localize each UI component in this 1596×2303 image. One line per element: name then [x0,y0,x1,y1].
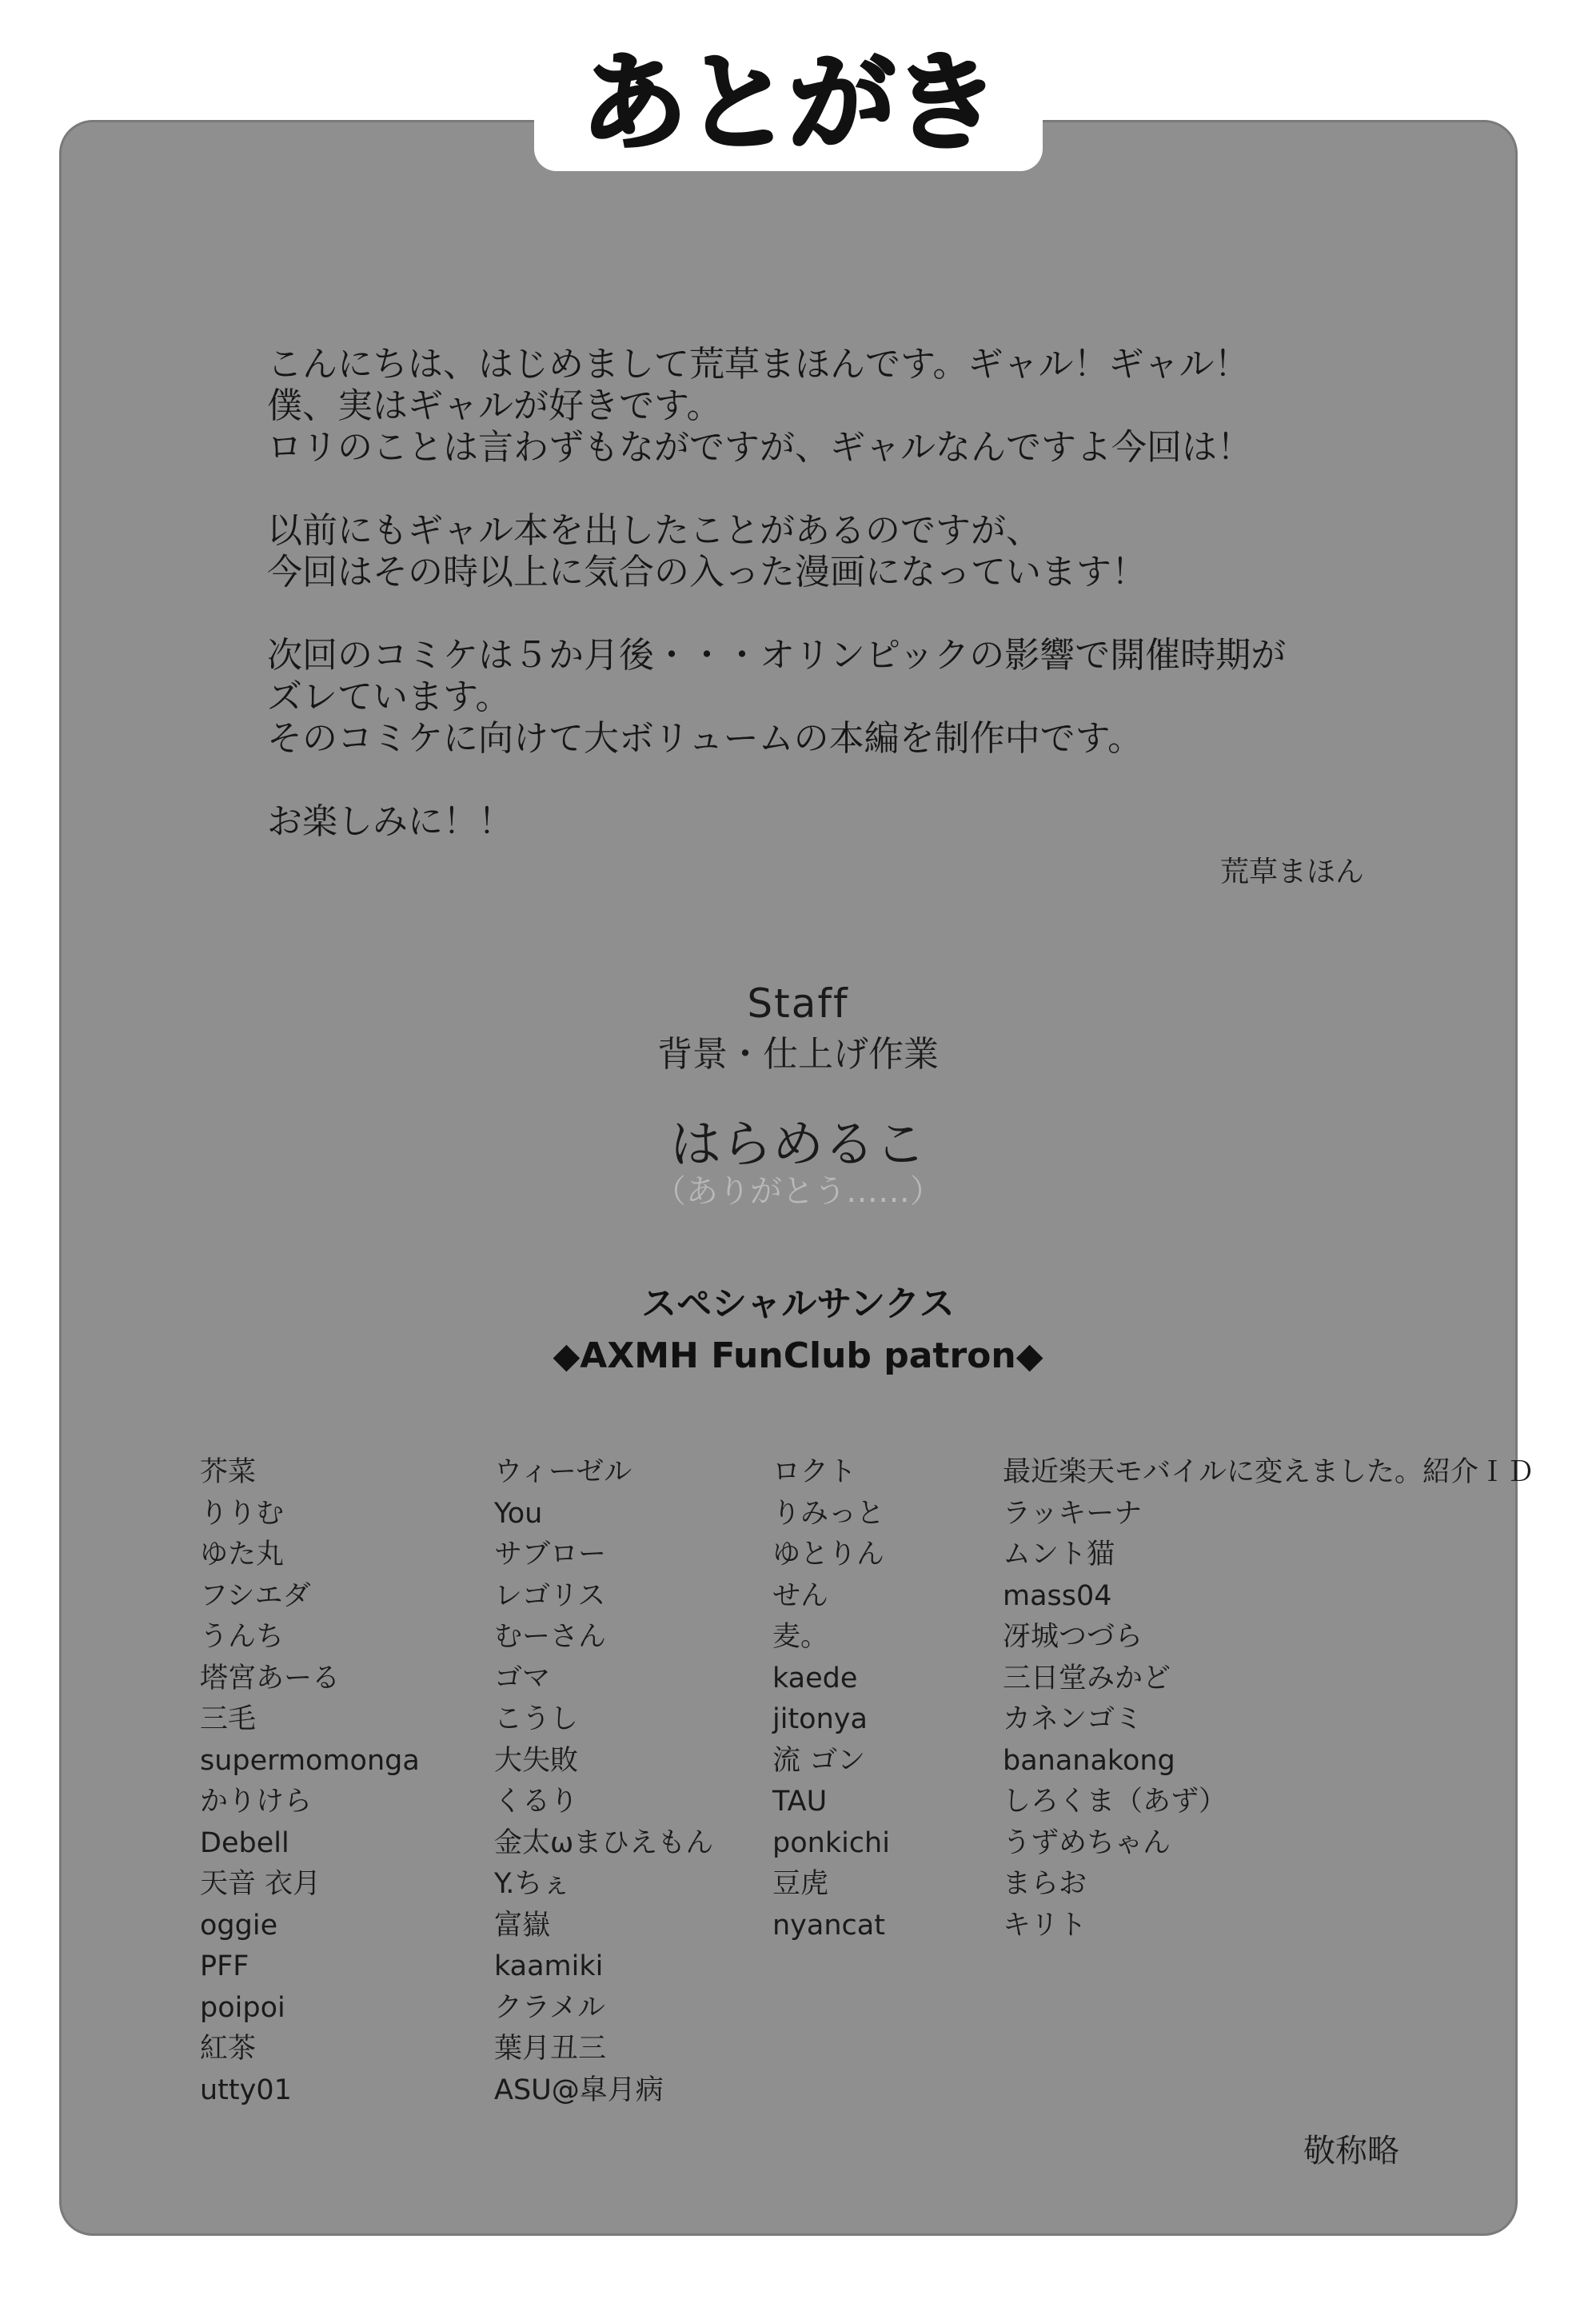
thanks-name: ロクト [772,1456,857,1488]
thanks-name: You [494,1497,543,1530]
message-line: お楽しみに！！ [267,801,513,842]
thanks-name: くるり [494,1786,579,1818]
message-line: こんにちは、はじめまして荒草まほんです。ギャル！ギャル！ [267,344,1250,385]
thanks-name: 流 ゴン [772,1744,866,1777]
message-line: 次回のコミケは５か月後・・・オリンピックの影響で開催時期が [267,635,1287,676]
thanks-name: ゴマ [494,1662,551,1694]
thanks-name: ウィーゼル [494,1456,632,1488]
thanks-name: りみっと [772,1497,885,1530]
thanks-name: ラッキーナ [1003,1497,1143,1530]
staff-note: （ありがとう……） [654,1173,942,1210]
thanks-name: 豆虎 [772,1868,829,1900]
message-paragraph [267,801,1466,843]
thanks-name: mass04 [1003,1579,1112,1612]
page-title: あとがき [580,41,996,166]
thanks-column-2 [494,1452,713,2111]
thanks-name: utty01 [200,2073,292,2106]
thanks-name: kaede [772,1662,858,1694]
thanks-column-3 [772,1452,890,1946]
thanks-name: 最近楽天モバイルに変えました。紹介ＩＤ [1003,1456,1535,1488]
thanks-name: せん [772,1579,829,1612]
thanks-name: ponkichi [772,1826,890,1859]
thanks-name: うずめちゃん [1003,1826,1171,1859]
thanks-name: kaamiki [494,1950,604,1982]
message-paragraph [267,510,1466,593]
thanks-name: しろくま（あず） [1003,1786,1227,1818]
thanks-name: 紅茶 [200,2033,257,2065]
thanks-name: ASU@皐月病 [494,2073,664,2106]
thanks-name: 葉月丑三 [494,2033,607,2065]
thanks-name: 三毛 [200,1703,257,1735]
thanks-name: りりむ [200,1497,285,1530]
thanks-name: こうし [494,1703,579,1735]
message-paragraph [267,635,1466,760]
message-line: 僕、実はギャルが好きです。 [267,385,722,426]
thanks-name: ムント猫 [1003,1539,1115,1571]
thanks-name: クラメル [494,1991,605,2024]
thanks-name: 大失敗 [494,1744,579,1777]
title-box [534,18,1043,171]
thanks-name: jitonya [772,1703,868,1735]
thanks-name: TAU [772,1786,828,1818]
thanks-name: ゆた丸 [200,1539,285,1571]
thanks-name: 塔宮あーる [200,1662,341,1694]
message-line: 今回はその時以上に気合の入った漫画になっています！ [267,552,1147,593]
message-line: ロリのことは言わずもながですが、ギャルなんですよ今回は！ [267,427,1252,468]
staff-role: 背景・仕上げ作業 [657,1034,939,1075]
thanks-name: むーさん [494,1621,607,1653]
thanks-name: bananakong [1003,1744,1175,1777]
message-line: ズレています。 [267,677,511,717]
thanks-name: 金太ωまひえもん [494,1826,714,1859]
thanks-name: サブロー [494,1539,607,1571]
honorifics-omitted-note: 敬称略 [1303,2133,1399,2169]
thanks-name: 麦。 [772,1621,829,1653]
thanks-name: 天音 衣月 [200,1868,321,1900]
thanks-name: キリト [1003,1909,1087,1942]
thanks-name: 芥菜 [200,1456,257,1488]
thanks-name: PFF [200,1950,249,1982]
thanks-name: フシエダ [200,1579,311,1612]
thanks-name: うんち [200,1621,285,1653]
thanks-name: oggie [200,1909,278,1942]
thanks-name: Y.ちぇ [494,1868,571,1900]
thanks-name: Debell [200,1826,289,1859]
message-line: 以前にもギャル本を出したことがあるのですが、 [267,510,1041,551]
author-signature: 荒草まほん [1219,856,1364,888]
message-paragraph [267,344,1466,469]
thanks-name: まらお [1003,1868,1087,1900]
special-thanks-title: スペシャルサンクス [641,1283,955,1324]
message-line: そのコミケに向けて大ボリュームの本編を制作中です。 [267,718,1143,759]
staff-heading: Staff [747,980,849,1027]
thanks-name: 冴城つづら [1003,1621,1143,1653]
thanks-column-4 [1003,1452,1534,1946]
thanks-name: 三日堂みかど [1003,1662,1171,1694]
thanks-name: poipoi [200,1991,285,2024]
thanks-name: かりけら [200,1786,313,1818]
thanks-name: nyancat [772,1909,885,1942]
thanks-name: レゴリス [494,1579,606,1612]
thanks-name: ゆとりん [772,1539,885,1571]
afterword-message [267,344,1466,884]
special-thanks-subtitle: ◆AXMH FunClub patron◆ [553,1335,1043,1376]
thanks-name: supermomonga [200,1744,420,1777]
thanks-name: カネンゴミ [1003,1703,1143,1735]
thanks-column-1 [200,1452,420,2111]
thanks-name: 富嶽 [494,1909,551,1942]
staff-name: はらめるこ [670,1116,926,1175]
